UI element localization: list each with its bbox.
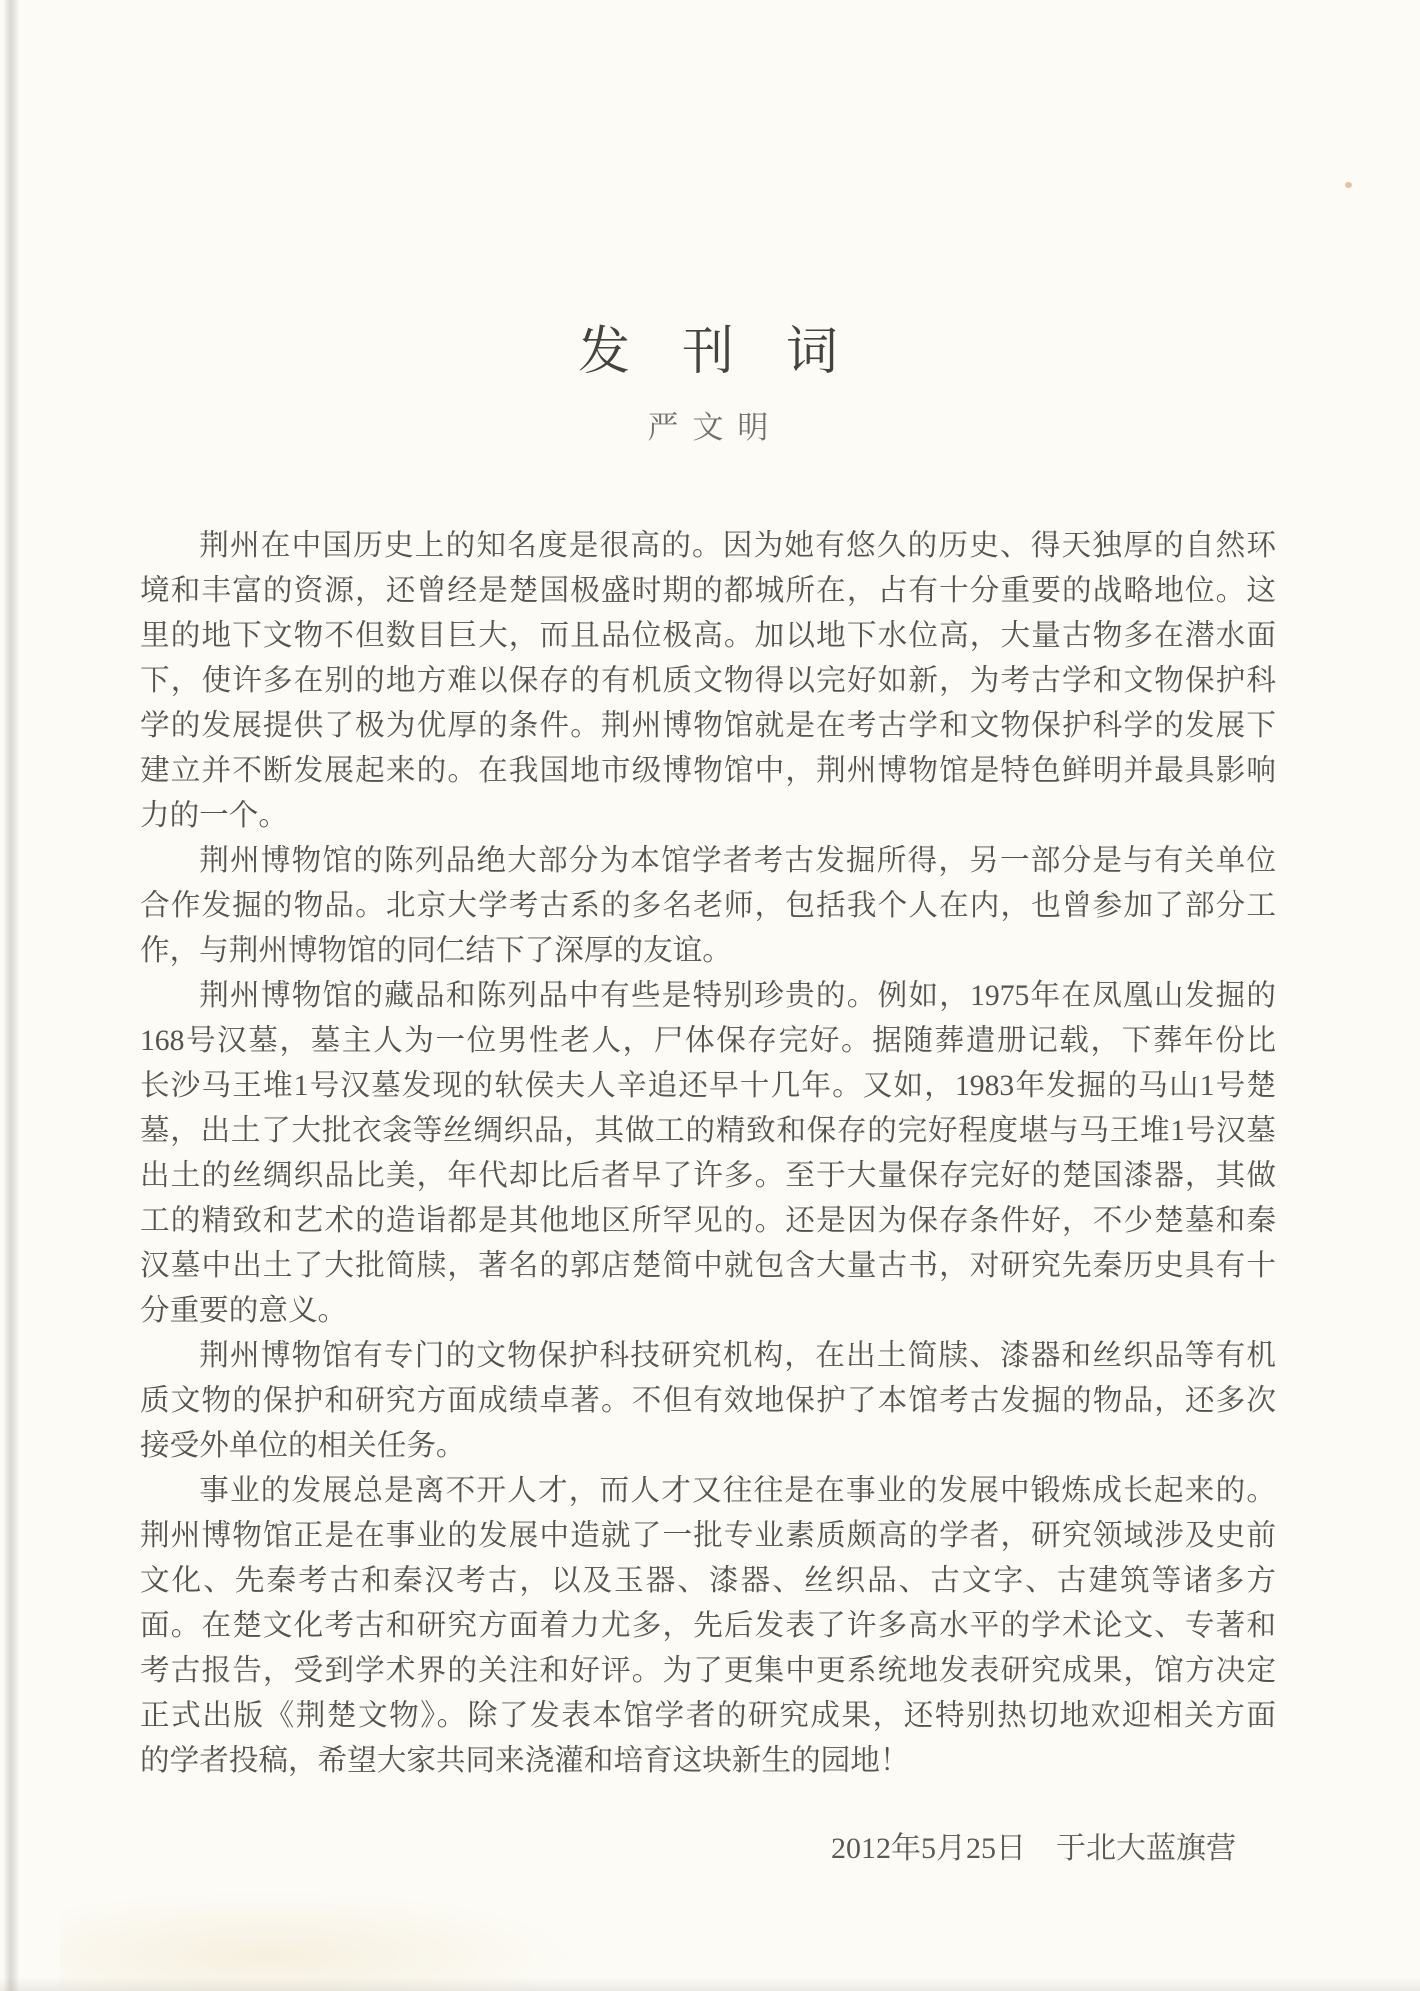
text-line: 荆州博物馆有专门的文物保护科技研究机构，在出土简牍、漆器和丝织品等有机 <box>199 1340 1276 1372</box>
text-line: 质文物的保护和研究方面成绩卓著。不但有效地保护了本馆考古发掘的物品，还多次 <box>140 1385 1276 1417</box>
page-bottom-shadow <box>0 1977 1420 1991</box>
text-line: 事业的发展总是离不开人才，而人才又往往是在事业的发展中锻炼成长起来的。 <box>199 1475 1276 1507</box>
text-line: 力的一个。 <box>140 800 288 832</box>
text-line: 正式出版《荆楚文物》。除了发表本馆学者的研究成果，还特别热切地欢迎相关方面 <box>140 1700 1276 1732</box>
text-line: 荆州博物馆正是在事业的发展中造就了一批专业素质颇高的学者，研究领域涉及史前 <box>140 1520 1276 1552</box>
text-line: 考古报告，受到学术界的关注和好评。为了更集中更系统地发表研究成果，馆方决定 <box>140 1655 1276 1687</box>
text-line: 面。在楚文化考古和研究方面着力尤多，先后发表了许多高水平的学术论文、专著和 <box>140 1610 1276 1642</box>
text-line: 168号汉墓，墓主人为一位男性老人，尸体保存完好。据随葬遣册记载，下葬年份比 <box>140 1025 1276 1057</box>
date-place-signature: 2012年5月25日 于北大蓝旗营 <box>831 1832 1236 1865</box>
text-line: 接受外单位的相关任务。 <box>140 1430 466 1462</box>
text-line: 学的发展提供了极为优厚的条件。荆州博物馆就是在考古学和文物保护科学的发展下 <box>140 710 1276 742</box>
text-line: 荆州博物馆的藏品和陈列品中有些是特别珍贵的。例如，1975年在凤凰山发掘的 <box>199 980 1276 1012</box>
text-line: 工的精致和艺术的造诣都是其他地区所罕见的。还是因为保存条件好，不少楚墓和秦 <box>140 1205 1276 1237</box>
page-title: 发刊词 <box>577 323 890 381</box>
text-line: 长沙马王堆1号汉墓发现的轪侯夫人辛追还早十几年。又如，1983年发掘的马山1号楚 <box>140 1070 1276 1102</box>
text-line: 荆州博物馆的陈列品绝大部分为本馆学者考古发掘所得，另一部分是与有关单位 <box>199 845 1276 877</box>
article-body <box>140 524 1276 1784</box>
page-left-spine-shadow <box>4 0 19 1991</box>
text-line: 文化、先秦考古和秦汉考古，以及玉器、漆器、丝织品、古文字、古建筑等诸多方 <box>140 1565 1276 1597</box>
text-line: 合作发掘的物品。北京大学考古系的多名老师，包括我个人在内，也曾参加了部分工 <box>140 890 1276 922</box>
paper-speck <box>1345 182 1352 188</box>
text-line: 出土的丝绸织品比美，年代却比后者早了许多。至于大量保存完好的楚国漆器，其做 <box>140 1160 1276 1192</box>
text-line: 分重要的意义。 <box>140 1295 348 1327</box>
text-line: 作，与荆州博物馆的同仁结下了深厚的友谊。 <box>140 935 732 967</box>
paper-stain <box>60 1890 580 1991</box>
text-line: 汉墓中出土了大批简牍，著名的郭店楚简中就包含大量古书，对研究先秦历史具有十 <box>140 1250 1276 1282</box>
text-line: 建立并不断发展起来的。在我国地市级博物馆中，荆州博物馆是特色鲜明并最具影响 <box>140 755 1276 787</box>
text-line: 的学者投稿，希望大家共同来浇灌和培育这块新生的园地！ <box>140 1745 910 1777</box>
text-line: 下，使许多在别的地方难以保存的有机质文物得以完好如新，为考古学和文物保护科 <box>140 665 1276 697</box>
text-line: 墓，出土了大批衣衾等丝绸织品，其做工的精致和保存的完好程度堪与马王堆1号汉墓 <box>140 1115 1276 1147</box>
text-line: 荆州在中国历史上的知名度是很高的。因为她有悠久的历史、得天独厚的自然环 <box>199 530 1276 562</box>
text-line: 境和丰富的资源，还曾经是楚国极盛时期的都城所在，占有十分重要的战略地位。这 <box>140 575 1276 607</box>
author-name: 严文明 <box>647 410 783 445</box>
text-line: 里的地下文物不但数目巨大，而且品位极高。加以地下水位高，大量古物多在潜水面 <box>140 620 1276 652</box>
